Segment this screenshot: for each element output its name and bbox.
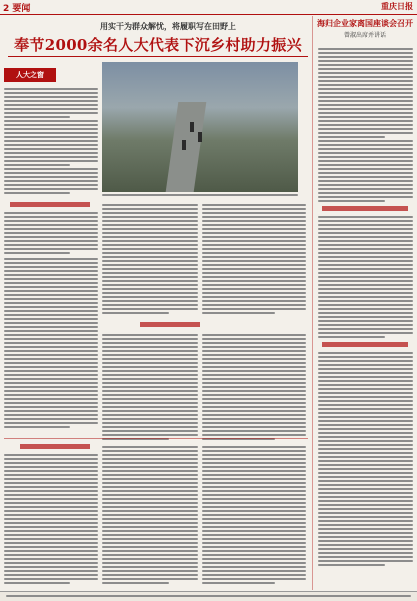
column-divider: [312, 16, 313, 590]
body-text-block: [318, 352, 413, 568]
subsection-heading: [20, 444, 90, 449]
photo-figure: [182, 140, 186, 150]
body-text-block: [4, 454, 98, 586]
photo-figure: [198, 132, 202, 142]
body-text-block: [102, 334, 198, 442]
headline-rule: [8, 56, 308, 57]
subsection-heading: [140, 322, 200, 327]
right-headline: 海归企业家离国座谈会召开: [317, 18, 413, 28]
section-tag: 2 要闻: [3, 4, 31, 14]
right-column: [316, 18, 414, 39]
body-text-block: [202, 204, 306, 316]
masthead: [378, 1, 413, 12]
photo-figure: [190, 122, 194, 132]
body-text-block: [102, 204, 198, 316]
body-text-block: [202, 334, 306, 442]
body-text-block: [4, 212, 98, 256]
body-text-block: [318, 216, 413, 340]
body-text-block: [318, 48, 413, 204]
body-text-block: [202, 446, 306, 586]
masthead-title: 重庆日报: [381, 1, 413, 11]
main-headline: 奉节2000余名人大代表下沉乡村助力振兴: [14, 36, 302, 54]
main-subheadline: 用实干为群众解忧，将履职写在田野上: [100, 21, 236, 31]
footer-text: [6, 595, 411, 599]
main-photo: [102, 62, 298, 192]
subsection-heading: [322, 342, 408, 347]
photo-road: [166, 102, 207, 192]
body-text-block: [4, 88, 98, 196]
subsection-heading: [322, 206, 408, 211]
section-divider: [4, 438, 308, 439]
page-header: [0, 0, 417, 15]
body-text-block: [4, 258, 98, 430]
right-subheadline: 曾淑出席并讲话: [343, 32, 386, 39]
subsection-heading: [10, 202, 90, 207]
column-badge: 人大之窗: [4, 68, 56, 82]
photo-caption: [102, 194, 298, 200]
body-text-block: [102, 446, 198, 586]
